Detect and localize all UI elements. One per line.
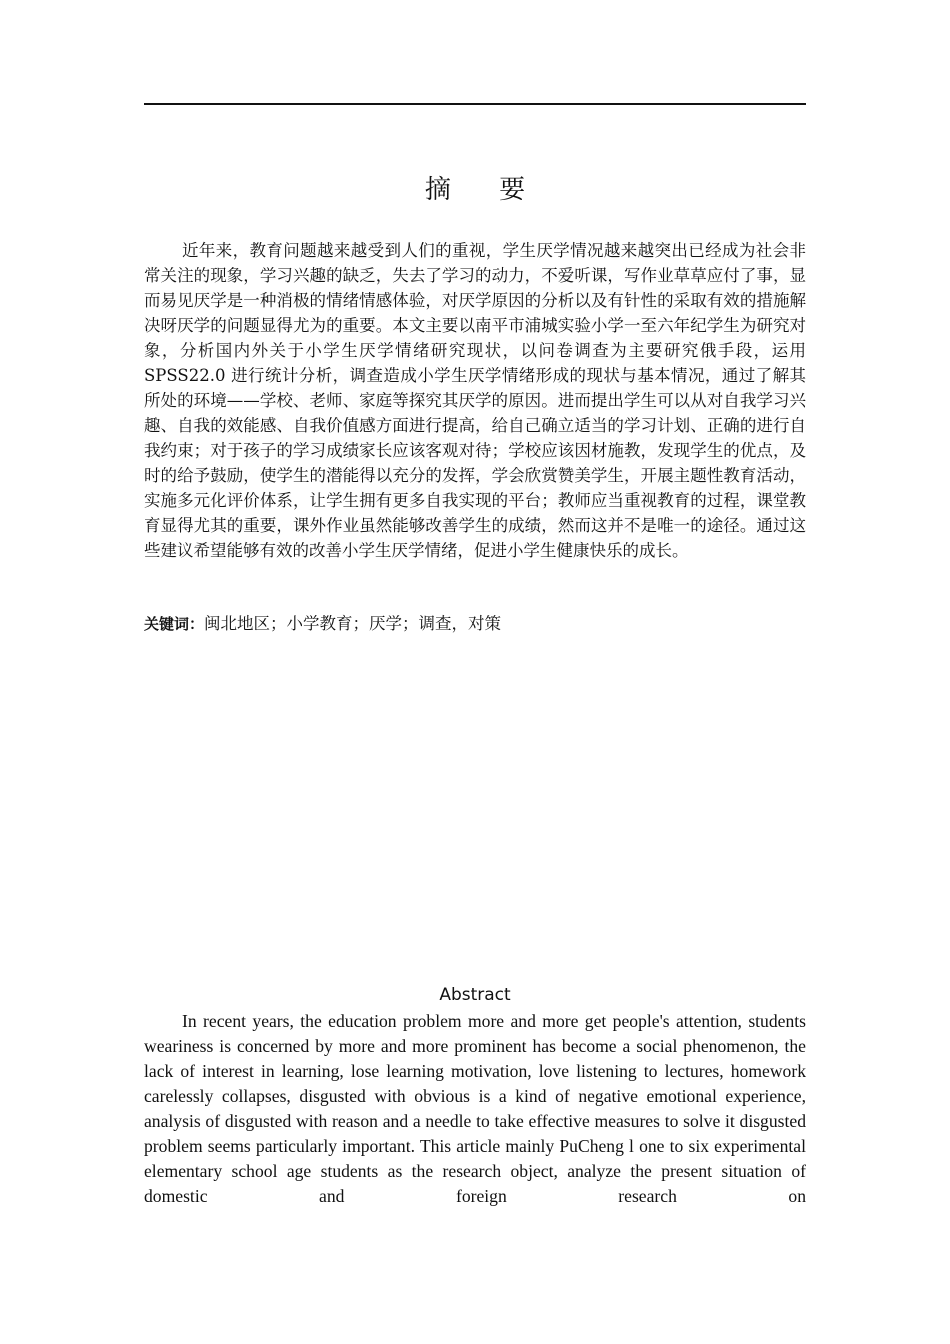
keywords-label: 关键词： bbox=[144, 615, 205, 633]
english-abstract-title: Abstract bbox=[439, 985, 511, 1005]
keywords-text: 闽北地区；小学教育；厌学；调查，对策 bbox=[204, 614, 502, 633]
english-abstract-paragraph: In recent years, the education problem more and more get people's attention, students weariness is concerned by more and more prominent has become a social phenomenon, the lack of interest in learning, lose learning motivation, love listening to lectures, homework carelessly collapses, disgusted with obvious is a kind of negative emotional experience, analysis of disgusted with reason and a needle to take effective measures to solve it disgusted problem seems particularly important. This article mainly PuCheng l one to six experimental elementary school age students as the research object, analyze the present situation of domestic and foreign research on bbox=[144, 1011, 806, 1206]
chinese-abstract-paragraph: 近年来，教育问题越来越受到人们的重视，学生厌学情况越来越突出已经成为社会非常关注的现象，学习兴趣的缺乏，失去了学习的动力，不爱听课，写作业草草应付了事，显而易见厌学是一种消极的情绪情感体验，对厌学原因的分析以及有针性的采取有效的措施解决呀厌学的问题显得尤为的重要。本文主要以南平市浦城实验小学一至六年纪学生为研究对象，分析国内外关于小学生厌学情绪研究现状，以问卷调查为主要研究俄手段，运用 SPSS22.0 进行统计分析，调查造成小学生厌学情绪形成的现状与基本情况，通过了解其所处的环境——学校、老师、家庭等探究其厌学的原因。进而提出学生可以从对自我学习兴趣、自我的效能感、自我价值感方面进行提高，给自己确立适当的学习计划、正确的进行自我约束；对于孩子的学习成绩家长应该客观对待；学校应该因材施教，发现学生的优点，及时的给予鼓励，使学生的潜能得以充分的发挥，学会欣赏赞美学生，开展主题性教育活动，实施多元化评价体系，让学生拥有更多自我实现的平台；教师应当重视教育的过程，课堂教育显得尤其的重要，课外作业虽然能够改善学生的成绩，然而这并不是唯一的途径。通过这些建议希望能够有效的改善小学生厌学情绪，促进小学生健康快乐的成长。 bbox=[144, 241, 806, 560]
chinese-keywords-line bbox=[144, 611, 806, 637]
english-abstract-body bbox=[144, 1009, 806, 1209]
header-rule bbox=[144, 103, 806, 105]
chinese-abstract-title: 摘 要 bbox=[424, 175, 546, 205]
chinese-abstract-body bbox=[144, 238, 806, 563]
